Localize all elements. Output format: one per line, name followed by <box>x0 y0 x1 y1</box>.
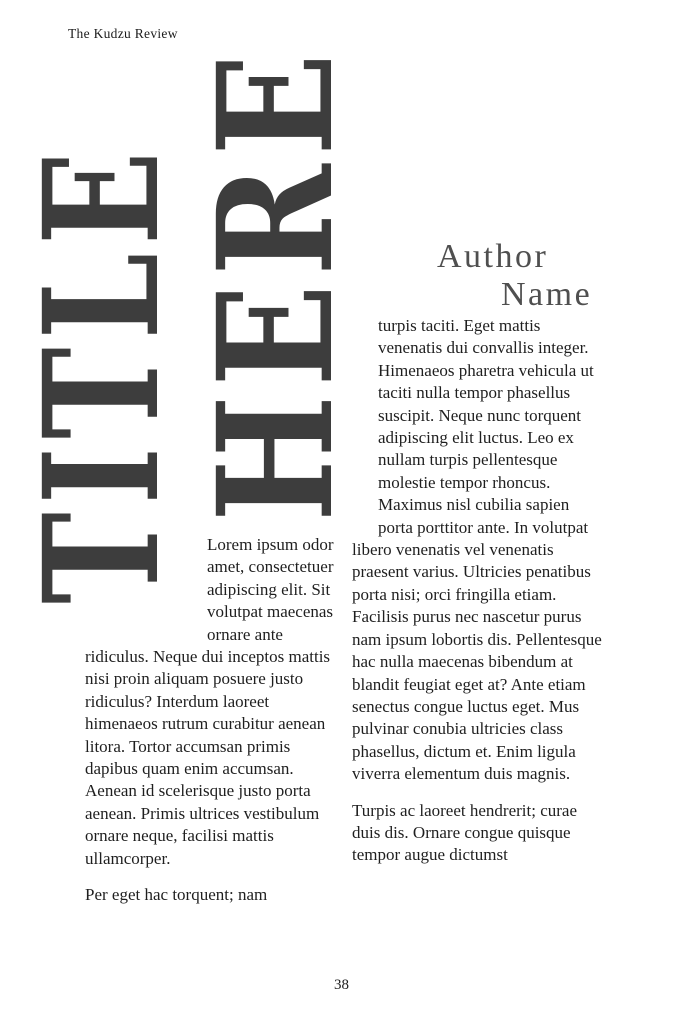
left-column-paragraph-2: Per eget hac torquent; nam <box>85 885 268 905</box>
here-wrap-spacer <box>352 315 378 518</box>
author-name-line-1: Author <box>437 238 549 275</box>
right-text-column <box>352 315 603 867</box>
display-title-word-title: TITLE <box>10 143 195 604</box>
page-number: 38 <box>334 977 349 993</box>
right-column-paragraph-1-text: turpis taciti. Eget mattis venenatis dui convallis integer. Himenaeos pharetra vehicula ut taciti nulla tempor phasellus suscipit. Neque nunc torquent adipiscing elit luctus. Leo ex nullam turpis pellentesque molestie tempor rhoncus. Maximus nisl cubilia sapien porta porttitor ante. In volutpat libero venenatis vel venenatis praesent varius. Ultricies penatibus porta nisi; orci fringilla etiam. Facilisis purus nec nascetur purus nam ipsum lobortis dis. Pellentesque hac nulla maecenas bibendum at blandit feugiat eget at? Ante etiam senectus congue luctus eget. Mus pulvinar conubia ultricies class phasellus, dictum et. Enim ligula viverra elementum duis magnis. <box>352 316 602 784</box>
title-wrap-spacer <box>85 534 207 646</box>
right-column-paragraph-1 <box>352 315 603 786</box>
right-column-paragraph-2: Turpis ac laoreet hendrerit; curae duis dis. Ornare congue quisque tempor augue dictumst <box>352 800 578 865</box>
left-text-column <box>85 534 337 907</box>
display-title-word-here: HERE <box>184 44 369 522</box>
left-column-paragraph-1-text: Lorem ipsum odor amet, consectetuer adipiscing elit. Sit volutpat maecenas ornare ante ridiculus. Neque dui inceptos mattis nisi proin aliquam posuere justo ridiculus? Interdum laoreet himenaeos rutrum curabitur aenean litora. Tortor accumsan primis dapibus quam enim accumsan. Aenean id scelerisque justo porta aenean. Primis ultrices vestibulum ornare neque, facilisi mattis ullamcorper. <box>85 535 334 868</box>
author-name-line-2: Name <box>501 276 593 313</box>
left-column-paragraph-1 <box>85 534 337 870</box>
masthead: The Kudzu Review <box>68 26 178 41</box>
